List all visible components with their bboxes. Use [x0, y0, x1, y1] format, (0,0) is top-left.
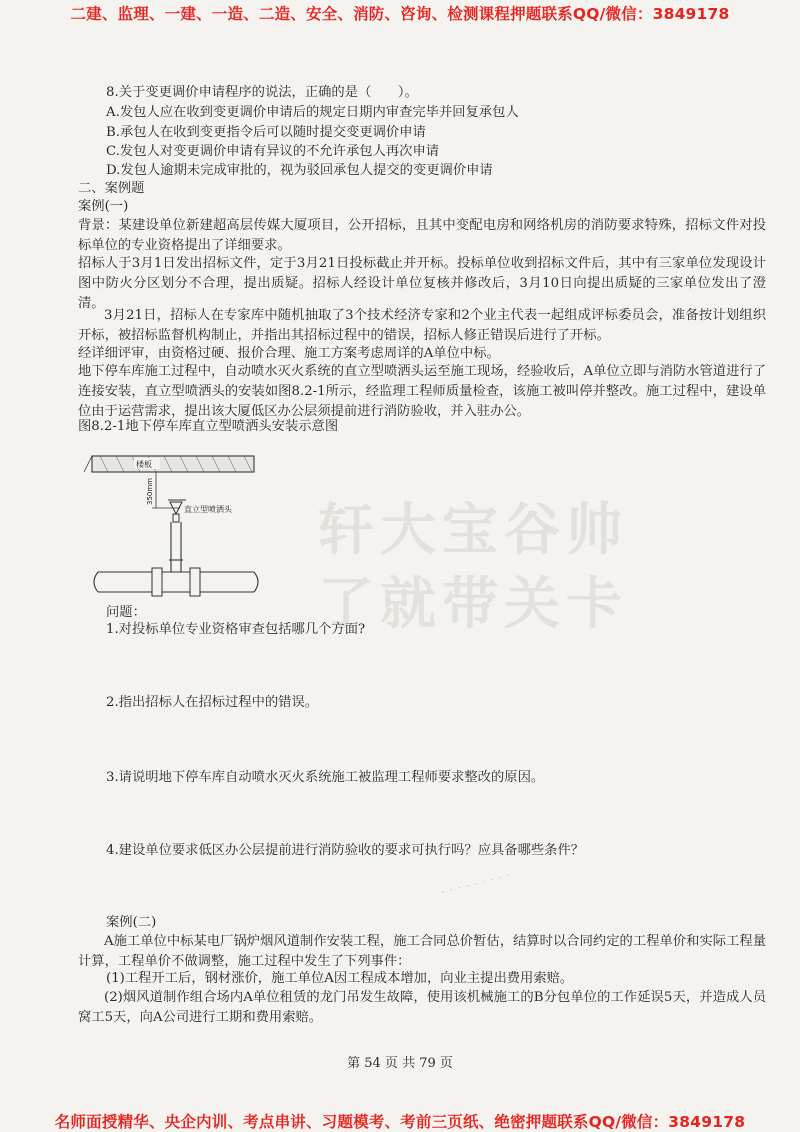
- sprinkler-label: 直立型喷洒头: [184, 505, 232, 514]
- sprinkler-installation-figure: [80, 450, 270, 600]
- vertical-pipe: [169, 522, 183, 572]
- floor-slab: [84, 456, 254, 472]
- question-8-option-a: A.发包人应在收到变更调价申请后的规定日期内审查完毕并回复承包人: [106, 105, 519, 120]
- figure-caption: 图8.2-1地下停车库直立型喷洒头安装示意图: [78, 419, 339, 434]
- question-8-option-b: B.承包人在收到变更指令后可以随时提交变更调价申请: [106, 125, 426, 140]
- dimension-label: 350mm: [146, 478, 154, 505]
- case2-event-1: (1)工程开工后，钢材涨价，施工单位A因工程成本增加，向业主提出费用索赔。: [106, 971, 574, 986]
- question-4: 4.建设单位要求低区办公层提前进行消防验收的要求可执行吗？应具备哪些条件？: [106, 843, 585, 858]
- question-1: 1.对投标单位专业资格审查包括哪几个方面?: [106, 622, 366, 637]
- watermark-line-1: 轩大宝谷帅: [318, 498, 628, 563]
- case1-paragraph-2: 招标人于3月1日发出招标文件，定于3月21日投标截止并开标。投标单位收到招标文件后，其中有三家单位发现设计图中防火分区划分不合理，提出质疑。招标人经设计单位复核并修改后，3月10日向提出质疑的三家单位发出了澄清。: [78, 256, 766, 311]
- question-3: 3.请说明地下停车库自动喷水灭火系统施工被监理工程师要求整改的原因。: [106, 770, 545, 785]
- section-title: 二、案例题: [78, 181, 145, 196]
- case1-title: 案例(一): [78, 199, 129, 214]
- question-2: 2.指出招标人在招标过程中的错误。: [106, 695, 319, 710]
- dimension-line: [152, 472, 180, 508]
- top-banner: 二建、监理、一建、一造、二造、安全、消防、咨询、检测课程押题联系QQ/微信：3849178: [70, 5, 730, 23]
- horizontal-pipe: [94, 568, 258, 596]
- question-8-stem: 8.关于变更调价申请程序的说法，正确的是（ ）。: [106, 85, 418, 100]
- case1-paragraph-4: 经详细评审，由资格过硬、报价合理、施工方案考虑周详的A单位中标。: [78, 346, 500, 361]
- question-8-option-d: D.发包人逾期未完成审批的，视为驳回承包人提交的变更调价申请: [106, 163, 493, 178]
- faint-stamp: · · · · · · · · ·: [440, 871, 512, 897]
- page-number: 第 54 页 共 79 页: [347, 1056, 453, 1071]
- case1-paragraph-3: 3月21日，招标人在专家库中随机抽取了3个技术经济专家和2个业主代表一起组成评标委员会，准备按计划组织开标，被招标监督机构制止，并指出其招标过程中的错误，招标人修正错误后进行了开标。: [78, 308, 766, 343]
- case1-background: 背景：某建设单位新建超高层传媒大厦项目，公开招标，且其中变配电房和网络机房的消防要求特殊，招标文件对投标单位的专业资格提出了详细要求。: [78, 218, 766, 253]
- question-8-option-c: C.发包人对变更调价申请有异议的不允许承包人再次申请: [106, 144, 440, 159]
- bottom-banner: 名师面授精华、央企内训、考点串讲、习题模考、考前三页纸、绝密押题联系QQ/微信：3849178: [54, 1113, 746, 1131]
- case2-title: 案例(二): [106, 915, 157, 930]
- case2-intro: A施工单位中标某电厂锅炉烟风道制作安装工程，施工合同总价暂估，结算时以合同约定的工程单价和实际工程量计算，工程单价不做调整，施工过程中发生了下列事件：: [78, 934, 766, 969]
- questions-title: 问题：: [106, 605, 146, 620]
- slab-label: 楼板: [136, 460, 152, 469]
- watermark-line-2: 了就带关卡: [318, 572, 628, 637]
- case2-event-2: (2)烟风道制作组合场内A单位租赁的龙门吊发生故障，使用该机械施工的B分包单位的工作延误5天，并造成人员窝工5天，向A公司进行工期和费用索赔。: [78, 990, 766, 1025]
- case1-paragraph-5: 地下停车库施工过程中，自动喷水灭火系统的直立型喷洒头运至施工现场，经验收后，A单位立即与消防水管道进行了连接安装，直立型喷洒头的安装如图8.2-1所示，经监理工程师质量检查，该施工被叫停并整改。施工过程中，建设单位由于运营需求，提出该大厦低区办公层须提前进行消防验收，并入驻办公。: [78, 364, 766, 419]
